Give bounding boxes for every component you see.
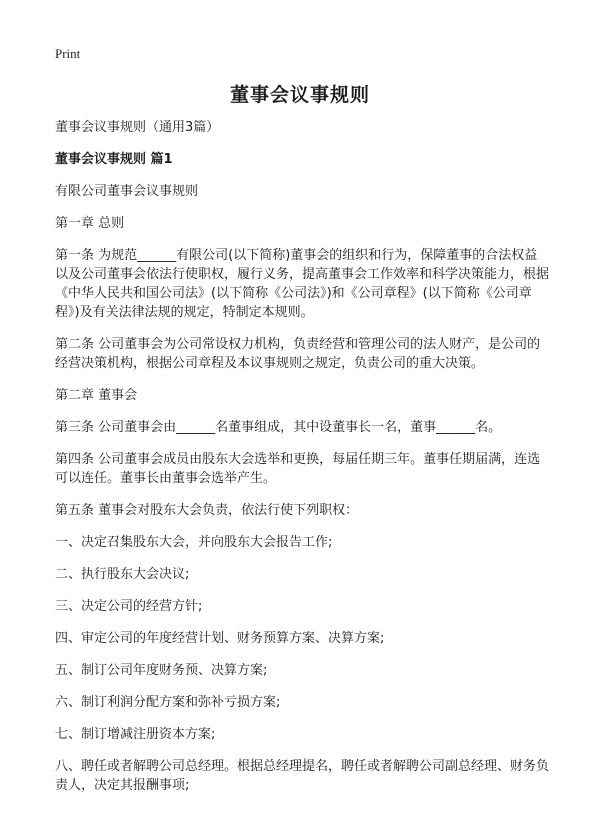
list-item: 六、制订利润分配方案和弥补亏损方案; xyxy=(55,695,281,710)
chapter-heading: 第二章 董事会 xyxy=(55,388,138,403)
paragraph: 第三条 公司董事会由______名董事组成，其中设董事长一名，董事______名。 xyxy=(55,420,502,435)
document-title: 董事会议事规则 xyxy=(229,84,370,106)
list-item: 四、审定公司的年度经营计划、财务预算方案、决算方案; xyxy=(55,631,385,646)
list-item: 一、决定召集股东大会，并向股东大会报告工作; xyxy=(55,535,333,550)
print-link[interactable]: Print xyxy=(55,46,81,61)
paragraph: 董事会议事规则（通用3篇） xyxy=(55,120,220,135)
document-body xyxy=(55,118,550,808)
paragraph: 有限公司董事会议事规则 xyxy=(55,184,199,199)
list-item: 五、制订公司年度财务预、决算方案; xyxy=(55,663,268,678)
paragraph: 第四条 公司董事会成员由股东大会选举和更换，每届任期三年。董事任期届满，连选可以连任。董事长由董事会选举产生。 xyxy=(55,452,541,486)
list-item: 七、制订增减注册资本方案; xyxy=(55,727,216,742)
list-item: 三、决定公司的经营方针; xyxy=(55,599,203,614)
paragraph: 第二条 公司董事会为公司常设权力机构，负责经营和管理公司的法人财产，是公司的经营决策机构，根据公司章程及本议事规则之规定，负责公司的重大决策。 xyxy=(55,337,541,371)
list-item: 二、执行股东大会决议; xyxy=(55,567,190,582)
paragraph: 第一条 为规范______有限公司(以下简称)董事会的组织和行为，保障董事的合法权益以及公司董事会依法行使职权，履行义务，提高董事会工作效率和科学决策能力，根据《中华人民共和国公司法》(以下简称《公司法》)和《公司章程》(以下简称《公司章程》)及有关法律法规的规定，特制定本规则。 xyxy=(55,248,550,320)
list-item: 八、聘任或者解聘公司总经理。根据总经理提名，聘任或者解聘公司副总经理、财务负责人，决定其报酬事项; xyxy=(55,759,550,793)
paragraph: 第五条 董事会对股东大会负责，依法行使下列职权： xyxy=(55,503,359,518)
chapter-heading: 第一章 总则 xyxy=(55,216,125,231)
section-heading: 董事会议事规则 篇1 xyxy=(55,152,173,167)
